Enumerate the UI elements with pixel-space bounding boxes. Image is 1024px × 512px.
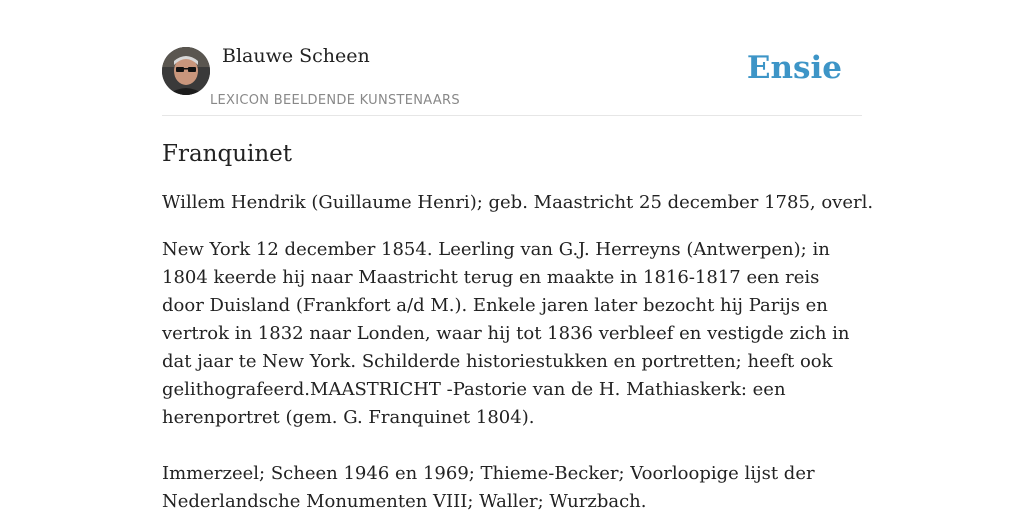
header (162, 0, 862, 116)
author-name[interactable]: Blauwe Scheen (222, 45, 370, 67)
article-body: New York 12 december 1854. Leerling van G.J. Herreyns (Antwerpen); in 1804 keerde hij naar Maastricht terug en maakte in 1816-1817 een reis door Duisland (Frankfort a/d M.). Enkele jaren later bezocht hij Parijs en vertrok in 1832 naar Londen, waar hij tot 1836 verbleef en vestigde zich in dat jaar te New York. Schilderde historiestukken en portretten; heeft ook gelithografeerd.MAASTRICHT -Pastorie van de H. Mathiaskerk: een herenportret (gem. G. Franquinet 1804). (162, 239, 850, 428)
avatar[interactable] (162, 47, 210, 95)
article-lead: Willem Hendrik (Guillaume Henri); geb. Maastricht 25 december 1785, overl. (162, 192, 874, 213)
article (162, 136, 874, 512)
ensie-logo[interactable]: Ensie (746, 50, 842, 86)
avatar-portrait-icon (162, 47, 210, 95)
page-title: Franquinet (162, 141, 293, 167)
article-sources: Immerzeel; Scheen 1946 en 1969; Thieme-Becker; Voorloopige lijst der Nederlandsche Monumenten VIII; Waller; Wurzbach. (162, 463, 815, 512)
lexicon-subtitle[interactable]: LEXICON BEELDENDE KUNSTENAARS (210, 93, 460, 108)
